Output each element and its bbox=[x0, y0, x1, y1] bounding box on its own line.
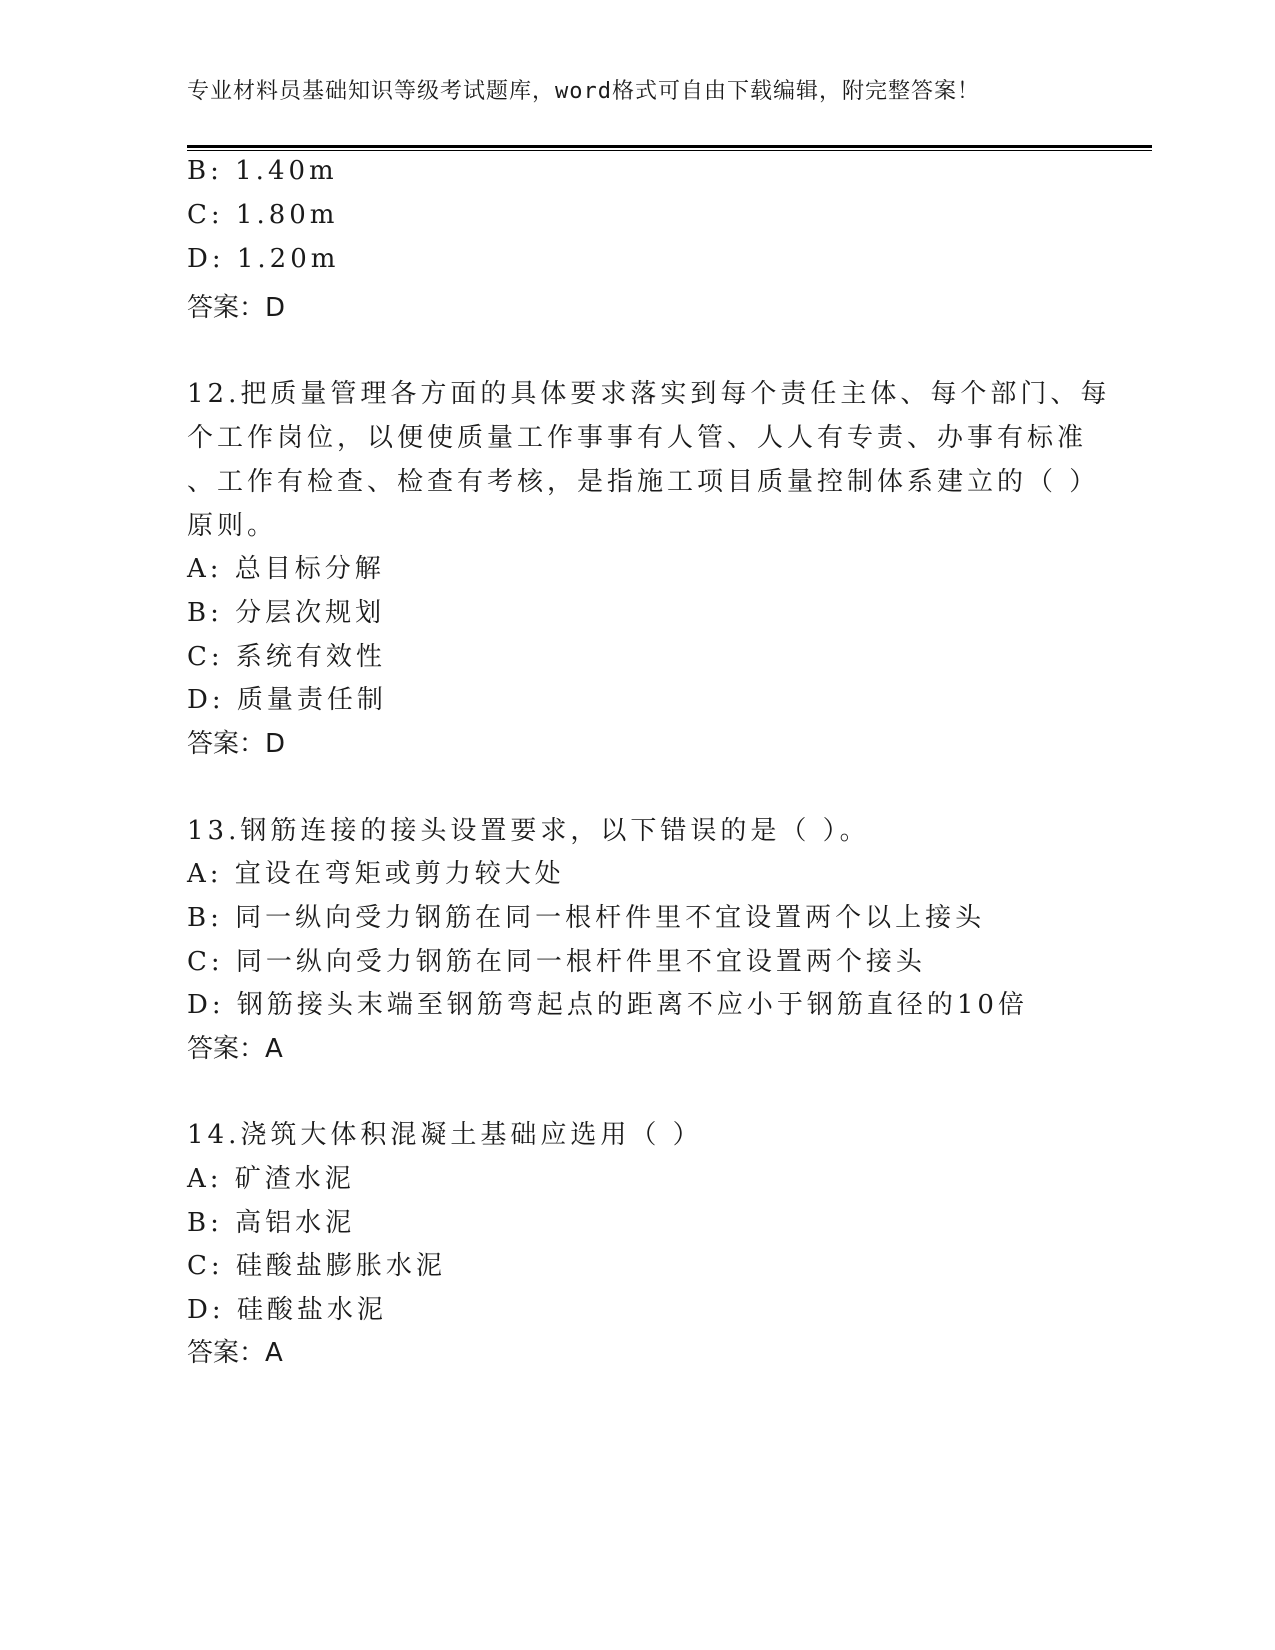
q13-option-a: A: 宜设在弯矩或剪力较大处 bbox=[187, 859, 565, 889]
q12-stem-line-2: 个工作岗位，以便使质量工作事事有人管、人人有专责、办事有标准 bbox=[187, 423, 1088, 453]
q12-option-d: D: 质量责任制 bbox=[187, 685, 387, 715]
q14-answer: 答案：A bbox=[187, 1338, 283, 1368]
q11-option-c: C: 1.80m bbox=[187, 200, 339, 230]
page-header: 专业材料员基础知识等级考试题库，word格式可自由下载编辑，附完整答案！ bbox=[187, 79, 980, 104]
q12-stem-line-1: 12.把质量管理各方面的具体要求落实到每个责任主体、每个部门、每 bbox=[187, 379, 1111, 409]
q12-option-c: C: 系统有效性 bbox=[187, 642, 386, 672]
q13-answer: 答案：A bbox=[187, 1034, 283, 1064]
q13-option-d: D: 钢筋接头末端至钢筋弯起点的距离不应小于钢筋直径的10倍 bbox=[187, 990, 1028, 1020]
header-divider-thin bbox=[187, 150, 1152, 151]
q14-option-b: B: 高铝水泥 bbox=[187, 1208, 356, 1238]
q12-answer: 答案：D bbox=[187, 729, 286, 759]
q12-option-b: B: 分层次规划 bbox=[187, 598, 386, 628]
q13-stem: 13.钢筋连接的接头设置要求，以下错误的是（ ）。 bbox=[187, 816, 870, 846]
q14-option-c: C: 硅酸盐膨胀水泥 bbox=[187, 1251, 446, 1281]
q11-answer: 答案：D bbox=[187, 293, 286, 323]
q12-stem-line-3: 、工作有检查、检查有考核，是指施工项目质量控制体系建立的（ ） bbox=[187, 467, 1100, 497]
header-divider bbox=[187, 145, 1152, 148]
q12-stem-line-4: 原则。 bbox=[187, 511, 278, 541]
q14-stem: 14.浇筑大体积混凝土基础应选用（ ） bbox=[187, 1120, 703, 1150]
q12-option-a: A: 总目标分解 bbox=[187, 554, 385, 584]
q11-option-d: D: 1.20m bbox=[187, 244, 340, 274]
q14-option-a: A: 矿渣水泥 bbox=[187, 1164, 355, 1194]
q14-option-d: D: 硅酸盐水泥 bbox=[187, 1295, 387, 1325]
q11-option-b: B: 1.40m bbox=[187, 156, 338, 186]
q13-option-b: B: 同一纵向受力钢筋在同一根杆件里不宜设置两个以上接头 bbox=[187, 903, 986, 933]
q13-option-c: C: 同一纵向受力钢筋在同一根杆件里不宜设置两个接头 bbox=[187, 947, 926, 977]
